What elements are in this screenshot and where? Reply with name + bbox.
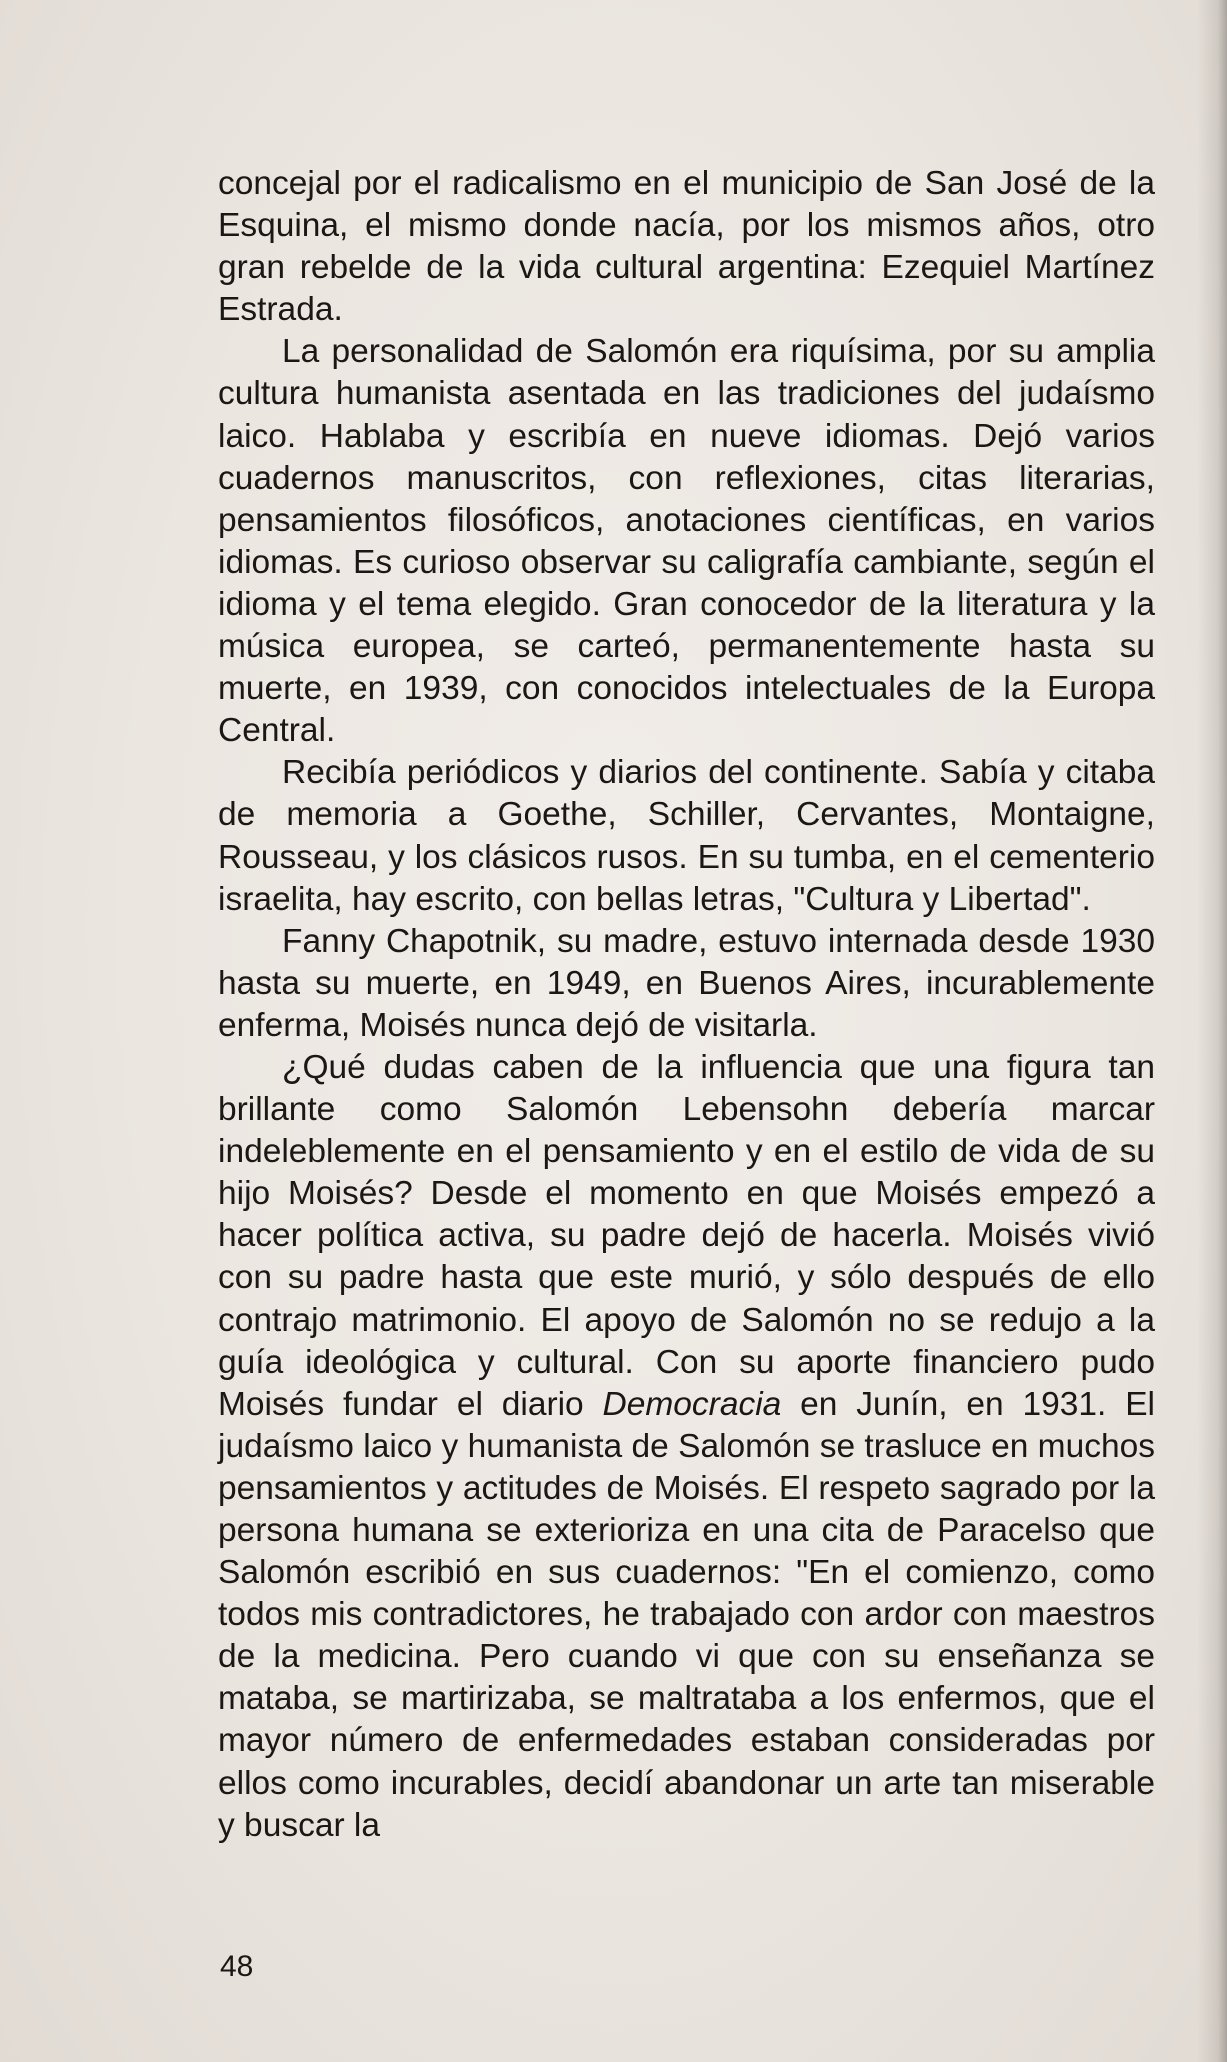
page-edge-shadow xyxy=(1197,0,1227,2062)
paragraph-influence-text-a: ¿Qué dudas caben de la influencia que una figura tan brillante como Salomón Lebensohn debería marcar indeleblemente en el pensamiento y en el estilo de vida de su hijo Moisés? Desde el momento en que Moisés empezó a hacer política activa, su padre dejó de hacerla. Moisés vivió con su padre hasta que este murió, y sólo después de ello contrajo matrimonio. El apoyo de Salomón no se redujo a la guía ideológica y cultural. Con su aporte financiero pudo Moisés fundar el diario xyxy=(218,1048,1155,1423)
page-number: 48 xyxy=(220,1950,254,1983)
paragraph-influence-text-b: en Junín, en 1931. El judaísmo laico y humanista de Salomón se trasluce en muchos pensamientos y actitudes de Moisés. El respeto sagrado por la persona humana se exterioriza en una cita de Paracelso que Salomón escribió en sus cuadernos: "En el comienzo, como todos mis contradictores, he trabajado con ardor con maestros de la medicina. Pero cuando vi que con su enseñanza se mataba, se martirizaba, se maltrataba a los enfermos, que el mayor número de enfermedades estaban consideradas por ellos como incurables, decidí abandonar un arte tan miserable y buscar la xyxy=(218,1385,1155,1844)
paragraph-influence xyxy=(218,1047,1155,1847)
paragraph-newspapers: Recibía periódicos y diarios del continente. Sabía y citaba de memoria a Goethe, Schiller, Cervantes, Montaigne, Rousseau, y los clásicos rusos. En su tumba, en el cementerio israelita, hay escrito, con bellas letras, "Cultura y Libertad". xyxy=(218,754,1155,918)
paragraph-salomon-personality: La personalidad de Salomón era riquísima, por su amplia cultura humanista asentada en las tradiciones del judaísmo laico. Hablaba y escribía en nueve idiomas. Dejó varios cuadernos manuscritos, con reflexiones, citas literarias, pensamientos filosóficos, anotaciones científicas, en varios idiomas. Es curioso observar su caligrafía cambiante, según el idioma y el tema elegido. Gran conocedor de la literatura y la música europea, se carteó, permanentemente hasta su muerte, en 1939, con conocidos intelectuales de la Europa Central. xyxy=(218,333,1155,750)
newspaper-title: Democracia xyxy=(602,1385,782,1423)
paragraph-continuation: concejal por el radicalismo en el municipio de San José de la Esquina, el mismo donde nacía, por los mismos años, otro gran rebelde de la vida cultural argentina: Ezequiel Martínez Estrada. xyxy=(218,165,1155,329)
paragraph-fanny-chapotnik: Fanny Chapotnik, su madre, estuvo internada desde 1930 hasta su muerte, en 1949, en Buenos Aires, incurablemente enferma, Moisés nunca dejó de visitarla. xyxy=(218,922,1155,1044)
body-text xyxy=(218,163,1155,1847)
